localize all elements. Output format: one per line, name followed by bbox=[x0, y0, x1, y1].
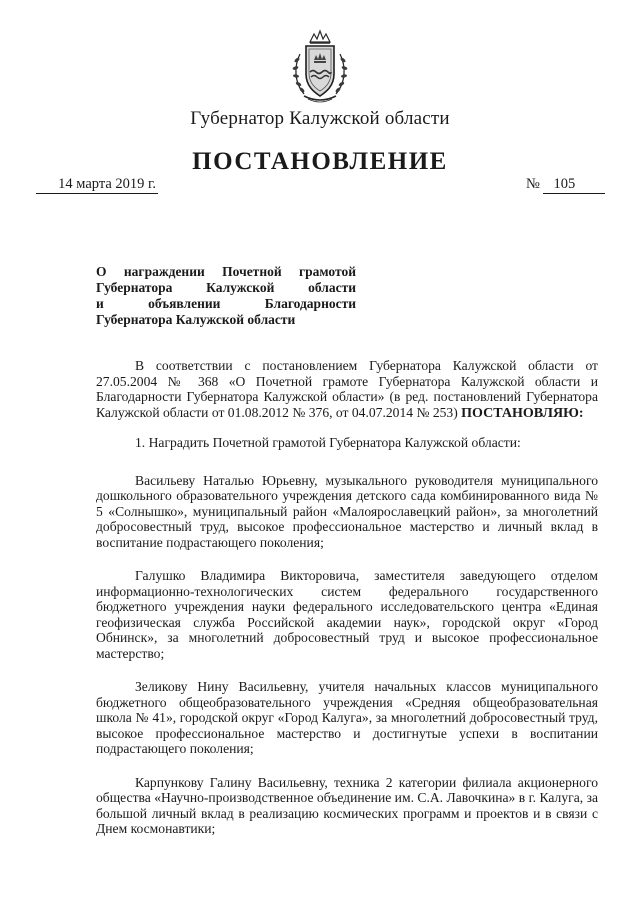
decree-word: ПОСТАНОВЛЯЮ: bbox=[461, 405, 584, 421]
subject-line: Губернатора Калужской области bbox=[96, 312, 296, 327]
subject-line: Губернатора Калужской области bbox=[96, 280, 356, 295]
subject-line: О награждении Почетной грамотой bbox=[96, 264, 356, 279]
preamble-text: В соответствии с постановлением Губернатора Калужской области от 27.05.2004 № 368 «О Почетной грамоте Губернатора Калужской области и Благодарности Губернатора Калужской области» (в ред. постановлений Губернатора Калужской области от 01.08.2012 № 376, от 04.07.2014 № 253) bbox=[96, 358, 598, 420]
subject-line: и объявлении Благодарности bbox=[96, 296, 356, 311]
document-number-field bbox=[526, 176, 605, 194]
document-date: 14 марта 2019 г. bbox=[36, 176, 158, 194]
awardee-paragraph: Галушко Владимира Викторовича, заместителя заведующего отделом информационно-технологических систем федерального государственного бюджетного учреждения науки федерального исследовательского центра «Единая геофизическая служба Российской академии наук», городской округ «Город Обнинск», за многолетний добросовестный труд и высокое профессиональное мастерство; bbox=[96, 568, 598, 661]
awardee-paragraph: Васильеву Наталью Юрьевну, музыкального руководителя муниципального дошкольного образовательного учреждения детского сада комбинированного вида № 5 «Солнышко», муниципальный район «Малоярославецкий район», за многолетний добросовестный труд, высокое профессиональное мастерство и личный вклад в воспитание подрастающего поколения; bbox=[96, 472, 598, 550]
awardee-paragraph: Карпункову Галину Васильевну, техника 2 категории филиала акционерного общества «Научно-производственное объединение им. С.А. Лавочкина» в г. Калуга, за большой личный вклад в реализацию космических программ и проектов и в связи с Днем космонавтики; bbox=[96, 774, 598, 836]
document-body bbox=[96, 358, 598, 855]
document-number: 105 bbox=[543, 176, 605, 194]
issuing-authority: Губернатор Калужской области bbox=[190, 108, 450, 129]
document-type-title: ПОСТАНОВЛЕНИЕ bbox=[192, 148, 448, 175]
document-subject bbox=[96, 264, 356, 328]
coat-of-arms-emblem bbox=[288, 28, 352, 106]
awardee-paragraph: Зеликову Нину Васильевну, учителя начальных классов муниципального бюджетного общеобразовательного учреждения «Средняя общеобразовательная школа № 41», городской округ «Город Калуга», за многолетний добросовестный труд, высокое профессиональное мастерство и достигнутые успехи в воспитании подрастающего поколения; bbox=[96, 679, 598, 756]
award-item-heading: 1. Наградить Почетной грамотой Губернатора Калужской области: bbox=[135, 435, 521, 450]
preamble-paragraph bbox=[96, 358, 598, 421]
number-sign: № bbox=[526, 176, 540, 192]
